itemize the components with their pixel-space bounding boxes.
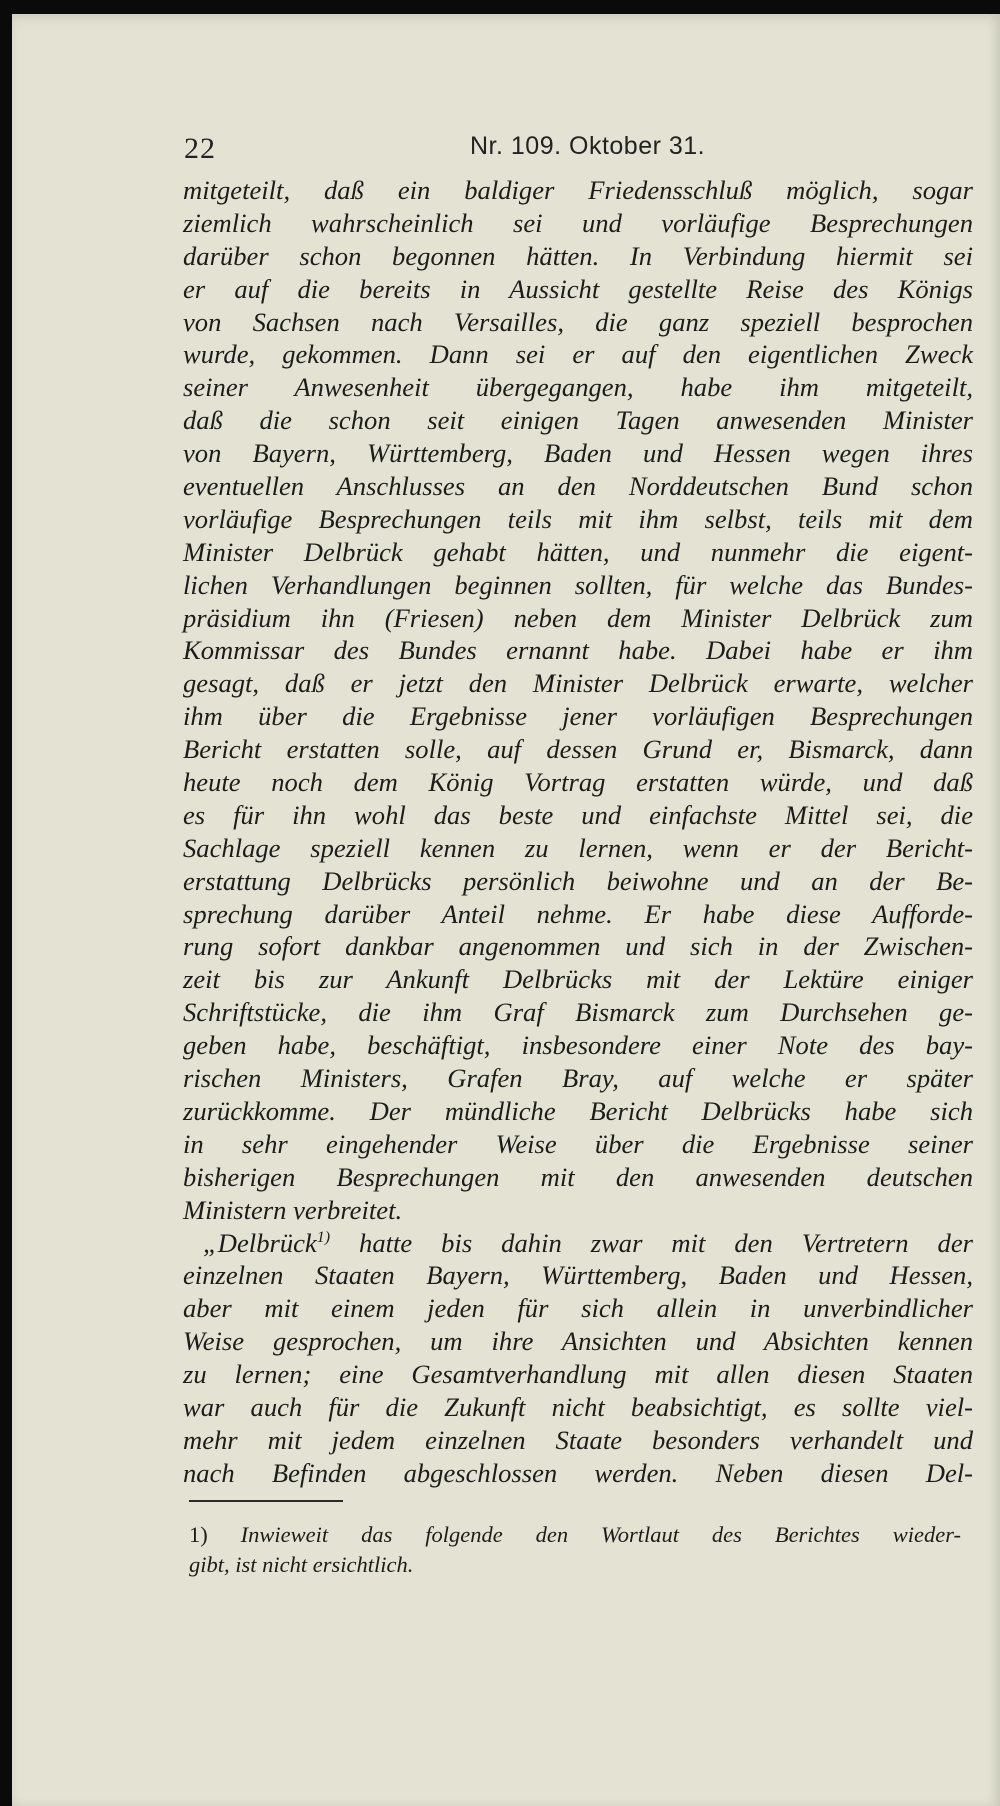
text-line: mitgeteilt, daß ein baldiger Friedensschluß möglich, sogar <box>183 175 973 205</box>
text-line: einzelnen Staaten Bayern, Württemberg, Baden und Hessen, <box>183 1260 973 1291</box>
text-line: Bericht erstatten solle, auf dessen Grund er, Bismarck, dann <box>183 734 973 765</box>
paragraph-2 <box>183 1227 973 1490</box>
text-line: seiner Anwesenheit übergegangen, habe ihm mitgeteilt, <box>183 372 973 403</box>
text-line: er auf die bereits in Aussicht gestellte Reise des Königs <box>183 273 973 304</box>
text-line: war auch für die Zukunft nicht beabsichtigt, es sollte viel- <box>183 1391 973 1422</box>
text-line: gesagt, daß er jetzt den Minister Delbrück erwarte, welcher <box>183 668 973 699</box>
footnote-text: Inwieweit das folgende den Wortlaut des Berichtes wieder- <box>240 1522 961 1547</box>
footnote-rule <box>189 1500 343 1502</box>
text-line: Weise gesprochen, um ihre Ansichten und Absichten kennen <box>183 1326 973 1357</box>
text-line: Schriftstücke, die ihm Graf Bismarck zum Durchsehen ge- <box>183 997 973 1028</box>
text-line: es für ihn wohl das beste und einfachste Mittel sei, die <box>183 799 973 830</box>
footnote-marker: 1) <box>316 1228 331 1246</box>
paragraph-1 <box>183 174 973 1227</box>
text-line: ihm über die Ergebnisse jener vorläufigen Besprechungen <box>183 701 973 732</box>
page-header <box>172 132 962 172</box>
text-line <box>183 1227 973 1260</box>
text-line: bisherigen Besprechungen mit den anwesenden deutschen <box>183 1161 973 1192</box>
running-head: Nr. 109. Oktober 31. <box>470 132 706 160</box>
body-text <box>183 174 973 1490</box>
text-line: zeit bis zur Ankunft Delbrücks mit der Lektüre einiger <box>183 964 973 995</box>
footnote-number: 1) <box>189 1522 208 1547</box>
text-line: nach Befinden abgeschlossen werden. Neben diesen Del- <box>183 1457 973 1488</box>
text-line: lichen Verhandlungen beginnen sollten, für welche das Bundes- <box>183 569 973 600</box>
text-line: darüber schon begonnen hätten. In Verbindung hiermit sei <box>183 240 973 271</box>
text-line: mehr mit jedem einzelnen Staate besonders verhandelt und <box>183 1424 973 1455</box>
text-line: zu lernen; eine Gesamtverhandlung mit allen diesen Staaten <box>183 1359 973 1390</box>
text-line: aber mit einem jeden für sich allein in unverbindlicher <box>183 1293 973 1324</box>
text-line: in sehr eingehender Weise über die Ergebnisse seiner <box>183 1128 973 1159</box>
text-line: zurückkomme. Der mündliche Bericht Delbrücks habe sich <box>183 1095 973 1126</box>
delbrueck-quote-start: „Delbrück <box>203 1227 317 1258</box>
text-line: von Bayern, Württemberg, Baden und Hessen wegen ihres <box>183 438 973 469</box>
text-line: ziemlich wahrscheinlich sei und vorläufige Besprechungen <box>183 207 973 238</box>
text-line: daß die schon seit einigen Tagen anwesenden Minister <box>183 405 973 436</box>
text-line: Kommissar des Bundes ernannt habe. Dabei habe er ihm <box>183 635 973 666</box>
text-line: wurde, gekommen. Dann sei er auf den eigentlichen Zweck <box>183 339 973 370</box>
text-line: sprechung darüber Anteil nehme. Er habe diese Aufforde- <box>183 898 973 929</box>
text-line: eventuellen Anschlusses an den Norddeutschen Bund schon <box>183 471 973 502</box>
text-line: Minister Delbrück gehabt hätten, und nunmehr die eigent- <box>183 536 973 567</box>
page-number: 22 <box>184 132 216 165</box>
text-line: heute noch dem König Vortrag erstatten würde, und daß <box>183 767 973 798</box>
footnote <box>189 1520 961 1580</box>
text-line: geben habe, beschäftigt, insbesondere einer Note des bay- <box>183 1030 973 1061</box>
text-line: Sachlage speziell kennen zu lernen, wenn er der Bericht- <box>183 832 973 863</box>
text-line: vorläufige Besprechungen teils mit ihm selbst, teils mit dem <box>183 503 973 534</box>
text-line: erstattung Delbrücks persönlich beiwohne und an der Be- <box>183 865 973 896</box>
footnote-line <box>189 1520 961 1550</box>
text-line: von Sachsen nach Versailles, die ganz speziell besprochen <box>183 306 973 337</box>
text-line: präsidium ihn (Friesen) neben dem Minister Delbrück zum <box>183 602 973 633</box>
text-line: Ministern verbreitet. <box>183 1194 403 1225</box>
text-line: rischen Ministers, Grafen Bray, auf welche er später <box>183 1063 973 1094</box>
text-line-continuation: hatte bis dahin zwar mit den Vertretern der <box>330 1227 973 1258</box>
text-line: rung sofort dankbar angenommen und sich in der Zwischen- <box>183 931 973 962</box>
footnote-line: gibt, ist nicht ersichtlich. <box>189 1552 414 1577</box>
